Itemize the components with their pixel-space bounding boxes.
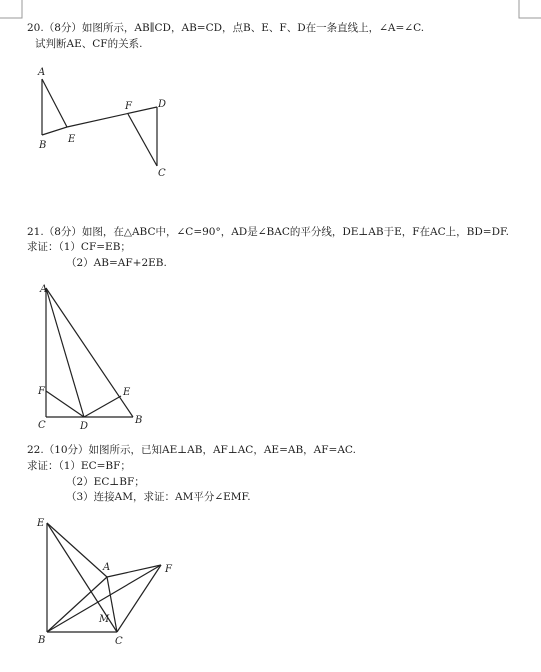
point-label-f: F (38, 386, 45, 397)
problem-21-prove-1: 求证：（1）CF=EB； (27, 241, 131, 253)
figure-problem-22 (30, 510, 190, 650)
point-label-f: F (125, 101, 132, 112)
segment-fd (46, 391, 84, 417)
problem-22-prove-3: （3）连接AM，求证：AM平分∠EMF. (66, 491, 251, 503)
point-label-a: A (103, 562, 111, 573)
point-label-e: E (68, 134, 76, 145)
segment-ab (47, 577, 107, 632)
point-label-e: E (123, 387, 131, 398)
point-label-b: B (39, 140, 47, 151)
segment-af (107, 565, 161, 577)
segment-cf (117, 565, 161, 632)
segment-de (84, 396, 121, 417)
segment-ad (46, 288, 84, 417)
segment-be (42, 127, 67, 135)
figure-problem-20 (30, 62, 180, 182)
problem-21-statement: 21.（8分）如图，在△ABC中，∠C=90°，AD是∠BAC的平分线，DE⊥AB于E，F在AC上，BD=DF. (27, 226, 510, 238)
point-label-e: E (37, 518, 45, 529)
crop-mark-top-left (0, 0, 30, 22)
point-label-d: D (80, 421, 89, 432)
segment-ed (67, 107, 157, 127)
segment-fc (128, 114, 157, 166)
point-label-a: A (40, 284, 48, 295)
segment-ae (42, 79, 67, 127)
point-label-b: B (135, 415, 143, 426)
problem-22-prove-1: 求证：（1）EC=BF； (27, 460, 131, 472)
problem-20-statement: 20.（8分）如图所示，AB∥CD，AB=CD，点B、E、F、D在一条直线上，∠A=∠C. (27, 22, 425, 34)
point-label-b: B (38, 635, 46, 646)
point-label-c: C (158, 168, 166, 179)
point-label-d: D (158, 99, 167, 110)
crop-mark-top-right (511, 0, 541, 22)
point-label-f: F (165, 564, 172, 575)
problem-20-question: 试判断AE、CF的关系. (35, 38, 143, 50)
figure-problem-21 (25, 278, 155, 433)
segment-ab (46, 288, 133, 417)
point-label-a: A (38, 67, 46, 78)
problem-22-prove-2: （2）EC⊥BF； (66, 476, 145, 488)
problem-21-prove-2: （2）AB=AF+2EB. (66, 257, 167, 269)
point-label-c: C (38, 420, 46, 431)
problem-22-statement: 22.（10分）如图所示，已知AE⊥AB，AF⊥AC，AE=AB，AF=AC. (27, 444, 356, 456)
point-label-c: C (115, 636, 123, 647)
point-label-m: M (99, 614, 110, 625)
